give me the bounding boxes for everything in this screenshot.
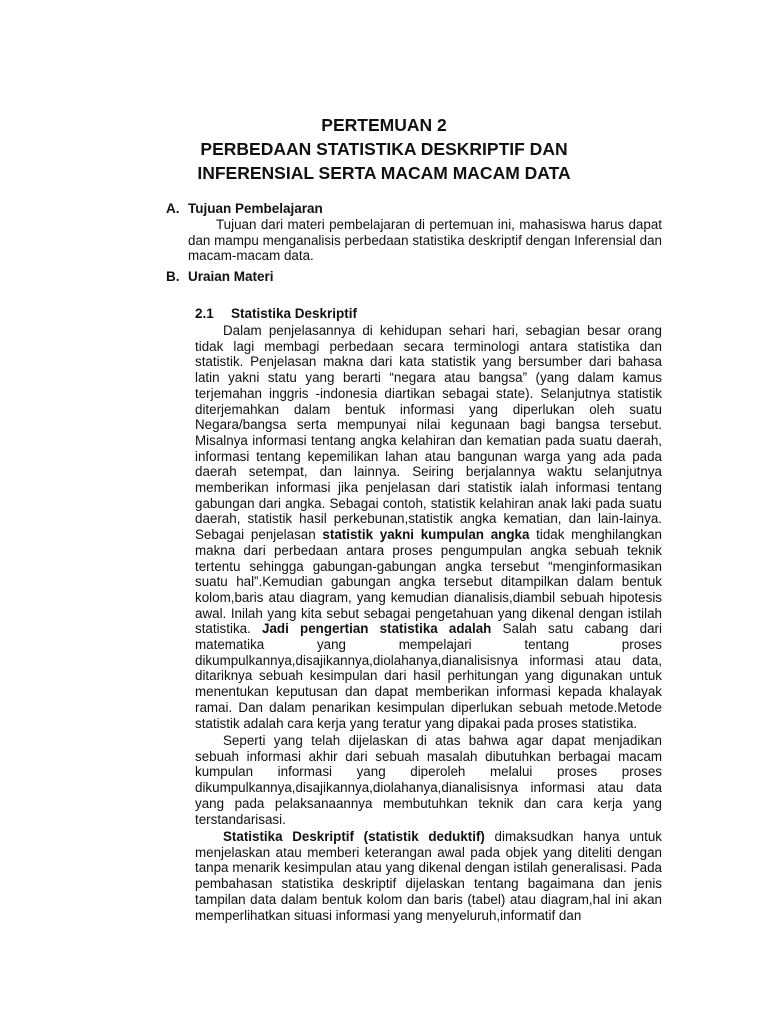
- section-b-heading: [166, 269, 274, 284]
- paragraph-1: [195, 323, 662, 731]
- section-b-title: Uraian Materi: [188, 269, 274, 284]
- paragraph-3: [195, 829, 662, 923]
- section-a-heading: [166, 201, 323, 216]
- title-line-3: INFERENSIAL SERTA MACAM MACAM DATA: [197, 163, 571, 183]
- paragraph-3-bold: Statistika Deskriptif (statistik deduktif): [223, 829, 485, 844]
- section-b-letter: B.: [166, 269, 180, 284]
- paragraph-1-bold-2: Jadi pengertian statistika adalah: [262, 621, 492, 637]
- paragraph-1-part-3: Salah satu cabang dari matematika yang mempelajari tentang proses dikumpulkannya,disajikannya,diolahanya,dianalisisnya informasi atau data, ditariknya sebuah kesimpulan dari hasil perhitungan yang digunakan untuk menentukan keputusan dan dapat memberikan informasi kepada khalayak ramai. Dan dalam penarikan kesimpulan diperlukan sebuah metode.Metode statistik adalah cara kerja yang teratur yang dipakai pada proses statistika.: [195, 621, 662, 731]
- paragraph-1-part-2: tidak menghilangkan makna dari perbedaan antara proses pengumpulan angka sebuah teknik tertentu sehingga gabungan-gabungan angka tersebut “menginformasikan suatu hal”.Kemudian gabungan angka tersebut ditampilkan dalam bentuk kolom,baris atau diagram, yang kemudian dianalisis,diambil sebuah hipotesis awal. Inilah yang kita sebut sebagai pengetahuan yang dikenal dengan istilah statistika.: [195, 527, 663, 637]
- title-line-2: PERBEDAAN STATISTIKA DESKRIPTIF DAN: [200, 139, 568, 159]
- paragraph-1-part-1: Dalam penjelasannya di kehidupan sehari hari, sebagian besar orang tidak lagi membagi perbedaan secara terminologi antara statistika dan statistik. Penjelasan makna dari kata statistik yang bersumber dari bahasa latin yakni statu yang berarti “negara atau bangsa” (yang dalam kamus terjemahan inggris -indonesia diartikan sebagai state). Selanjutnya statistik diterjemahkan dalam bentuk informasi yang diperlukan oleh suatu Negara/bangsa serta mempunyai nilai kegunaan bagi bangsa tersebut. Misalnya informasi tentang angka kelahiran dan kematian pada suatu daerah, informasi tentang kepemilikan lahan atau bangunan warga yang ada pada daerah setempat, dan lainnya. Seiring berjalannya waktu selanjutnya memberikan informasi jika penjelasan dari statistik ialah informasi tentang gabungan dari angka. Sebagai contoh, statistik kelahiran anak laki pada suatu daerah, statistik hasil perkebunan,statistik angka kematian, dan lain-lainya. Sebagai penjelasan: [195, 323, 662, 543]
- section-a-title: Tujuan Pembelajaran: [188, 201, 323, 216]
- subsection-number: 2.1: [195, 306, 214, 321]
- section-a-letter: A.: [166, 201, 180, 216]
- section-a-text: Tujuan dari materi pembelajaran di pertemuan ini, mahasiswa harus dapat dan mampu menganalisis perbedaan statistika deskriptif dengan Inferensial dan macam-macam data.: [188, 217, 662, 264]
- paragraph-2: Seperti yang telah dijelaskan di atas bahwa agar dapat menjadikan sebuah informasi akhir dari sebuah masalah dibutuhkan berbagai macam kumpulan informasi yang diperoleh melalui proses proses dikumpulkannya,disajikannya,diolahanya,dianalisisnya informasi atau data yang pada pelaksanaannya membutuhkan teknik dan cara kerja yang terstandarisasi.: [195, 733, 662, 827]
- paragraph-3-text: dimaksudkan hanya untuk menjelaskan atau memberi keterangan awal pada objek yang diteliti dengan tanpa menarik kesimpulan atau yang dikenal dengan istilah generalisasi. Pada pembahasan statistika deskriptif dijelaskan tentang bagaimana dan jenis tampilan data dalam bentuk kolom dan baris (tabel) atau diagram,hal ini akan memperlihatkan situasi informasi yang menyeluruh,informatif dan: [195, 829, 662, 923]
- paragraph-1-bold-1: statistik yakni kumpulan angka: [322, 527, 530, 543]
- subsection-heading: [195, 306, 357, 321]
- page-title: [0, 113, 768, 185]
- subsection-title: Statistika Deskriptif: [231, 306, 358, 321]
- title-line-1: PERTEMUAN 2: [321, 115, 447, 135]
